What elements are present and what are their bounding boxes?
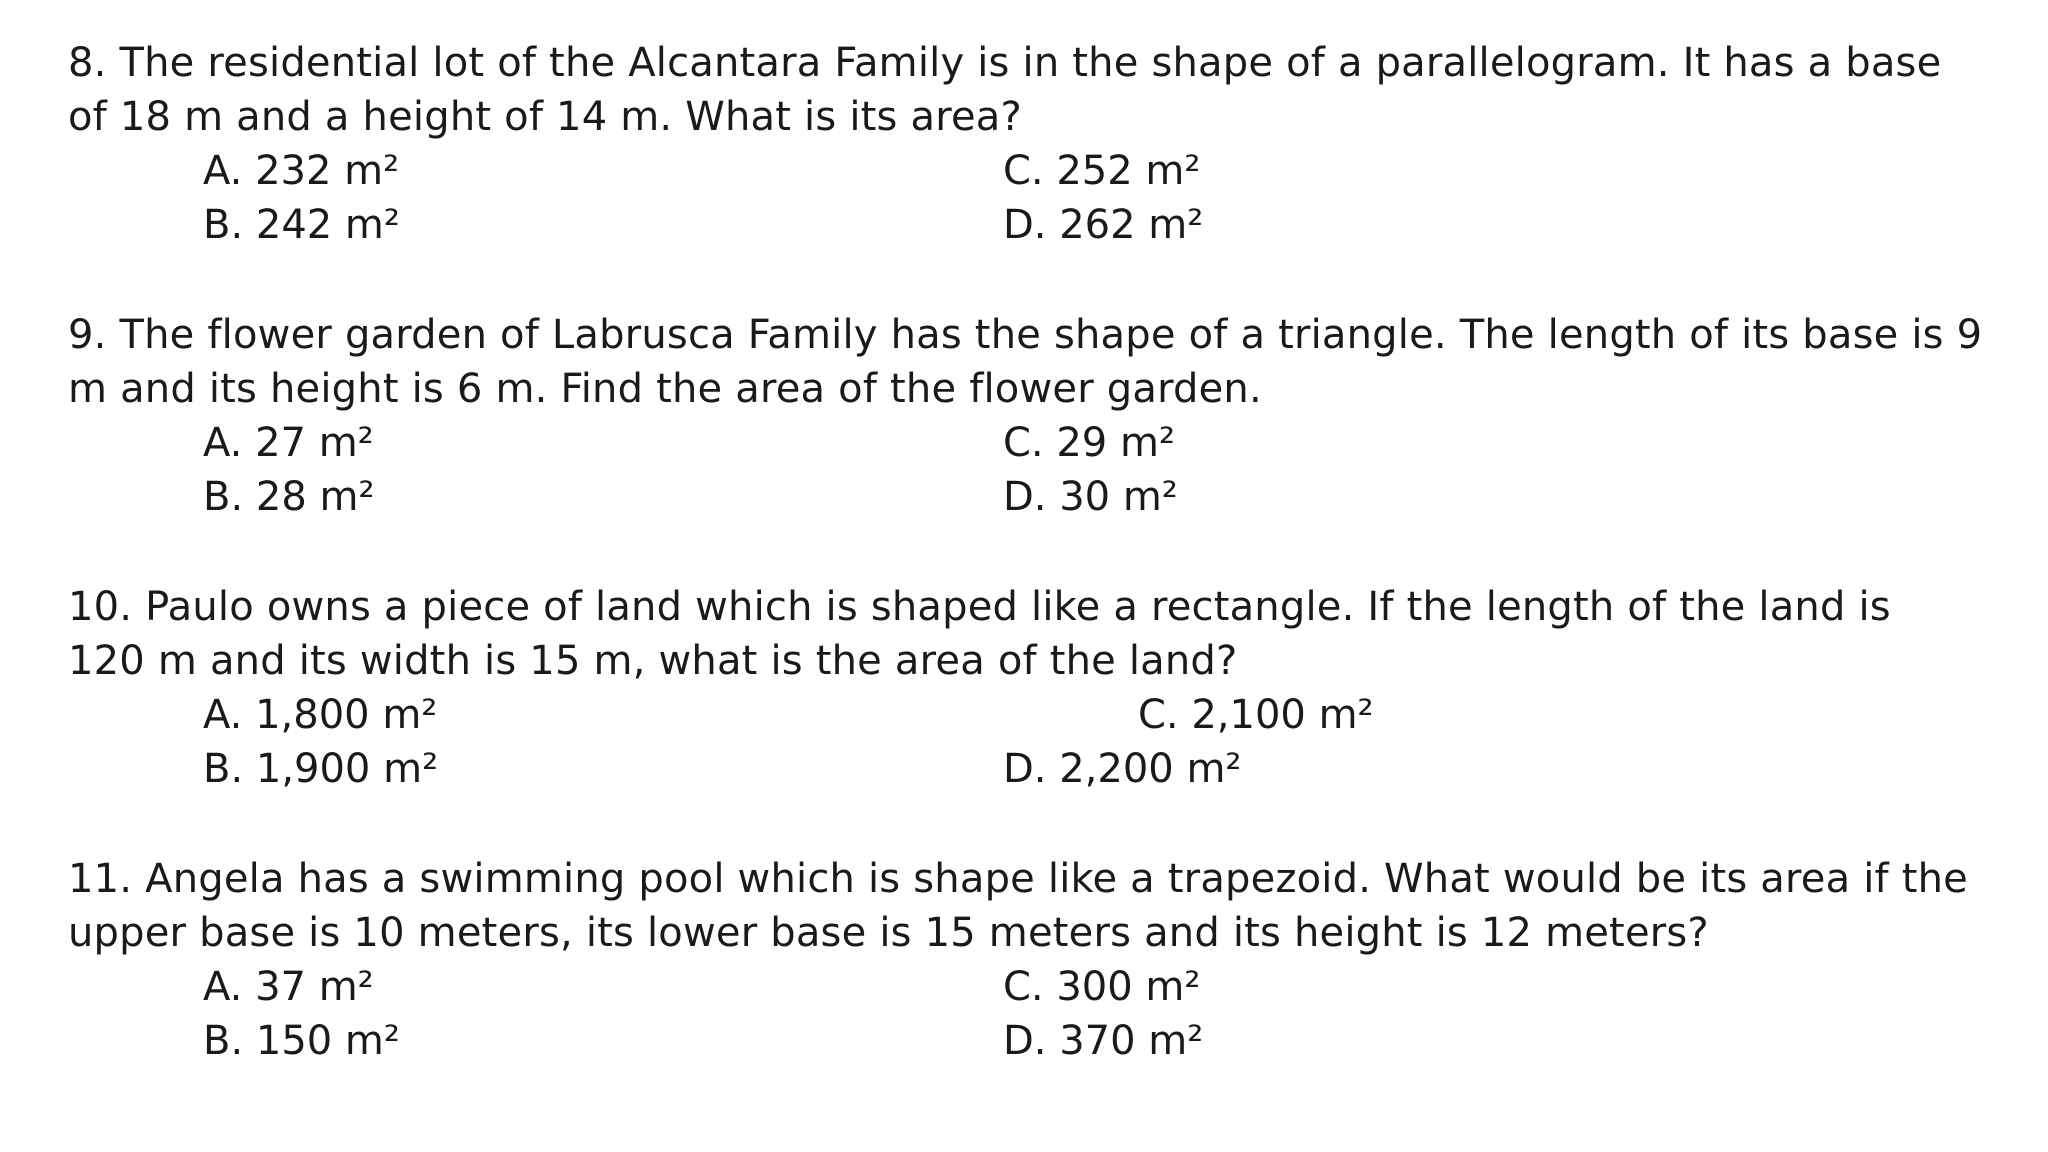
question-stem: 10. Paulo owns a piece of land which is shaped like a rectangle. If the length of the land is 120 m and its width is 15 m, what is the area of the land? (68, 584, 1891, 684)
question-stem: 9. The flower garden of Labrusca Family has the shape of a triangle. The length of its base is 9 m and its height is 6 m. Find the area of the flower garden. (68, 312, 1983, 412)
choice-d: D. 370 m² (1003, 1018, 1204, 1064)
choice-d: D. 262 m² (1003, 202, 1204, 248)
choice-d: D. 2,200 m² (1003, 746, 1242, 792)
choice-b: B. 1,900 m² (203, 746, 439, 792)
choice-a: A. 232 m² (203, 148, 400, 194)
choice-c: C. 29 m² (1003, 420, 1175, 466)
question-10 (68, 580, 1948, 796)
question-8 (68, 36, 1968, 252)
worksheet (68, 36, 2028, 1124)
choice-c: C. 252 m² (1003, 148, 1201, 194)
question-stem: 8. The residential lot of the Alcantara Family is in the shape of a parallelogram. It has a base of 18 m and a height of 14 m. What is its area? (68, 40, 1942, 140)
choice-a: A. 37 m² (203, 964, 374, 1010)
choice-b: B. 242 m² (203, 202, 400, 248)
choice-a: A. 27 m² (203, 420, 374, 466)
answer-choices (68, 144, 1968, 252)
question-11 (68, 852, 2008, 1068)
question-9 (68, 308, 1988, 524)
choice-c: C. 2,100 m² (1138, 692, 1374, 738)
choice-d: D. 30 m² (1003, 474, 1178, 520)
choice-b: B. 28 m² (203, 474, 375, 520)
answer-choices (68, 416, 1988, 524)
question-stem: 11. Angela has a swimming pool which is shape like a trapezoid. What would be its area if the upper base is 10 meters, its lower base is 15 meters and its height is 12 meters? (68, 856, 1968, 956)
answer-choices (68, 688, 1948, 796)
choice-c: C. 300 m² (1003, 964, 1201, 1010)
choice-b: B. 150 m² (203, 1018, 400, 1064)
answer-choices (68, 960, 2008, 1068)
choice-a: A. 1,800 m² (203, 692, 438, 738)
